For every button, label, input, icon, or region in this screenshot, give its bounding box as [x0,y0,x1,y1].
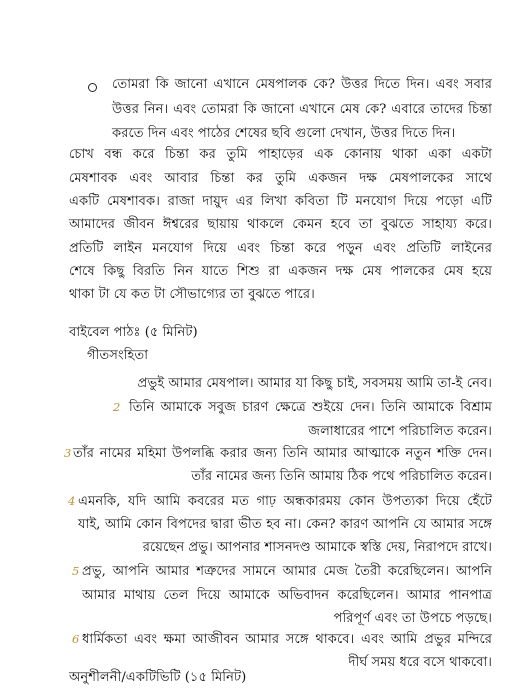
psalm-title: গীতসংহিতা [87,348,149,363]
verse-number: 5 [72,564,80,578]
verse-number: 2 [113,400,121,414]
bullet-marker [88,83,97,92]
bible-reading-heading: বাইবেল পাঠঃ (৫ মিনিট) [69,325,198,340]
paragraph-line: চোখ বন্ধ করে চিন্তা কর তুমি পাহাড়ের এক কোনায় থাকা একা একটা [69,147,492,162]
instruction-line: তোমরা কি জানো এখানে মেষপালক কে? উত্তর দিতে দিন। এবং সবার [112,77,492,92]
verse-line: প্রভুই আমার মেষপাল। আমার যা কিছু চাই, সবসময় আমি তা-ই নেব। [137,376,492,391]
verse-number: 3 [64,446,72,460]
verse-line: তাঁর নামের জন্য তিনি আমায় ঠিক পথে পরিচালিত করেন। [191,469,492,484]
paragraph-line: শেষে কিছু বিরতি নিন যাতে শিশু রা একজন দক্ষ মেষ পালকের মেষ হয়ে [69,264,492,279]
verse-line: দীর্ঘ সময় ধরে বসে থাকবো। [348,655,492,670]
paragraph-line: থাকা টা যে কত টা সৌভাগ্যের তা বুঝতে পারে। [69,287,315,302]
verse-line: আমার মাথায় তেল দিয়ে আমাকে অভিবাদন করেছিলেন। আমার পানপাত্র [82,588,492,603]
verse-line: যাই, আমি কোন বিপদের দ্বারা ভীত হব না। কেন? কারণ আপনি যে আমার সঙ্গে [78,517,492,532]
verse-line: জলাধারের পাশে পরিচালিত করেন। [308,424,492,439]
verse-number: 6 [72,632,80,646]
verse-line: তাঁর নামের মহিমা উপলব্ধি করার জন্য তিনি আমার আত্মাকে নতুন শক্তি দেন। [73,446,492,461]
verse-number: 4 [68,494,76,508]
verse-line: প্রভু, আপনি আমার শত্রুদের সামনে আমার মেজ তৈরী করেছিলেন। আপনি [82,564,492,579]
verse-line: এমনকি, যদি আমি কবরের মত গাঢ় অন্ধকারময় কোন উপত্যকা দিয়ে হেঁটে [78,494,492,509]
instruction-line: উত্তর নিন। এবং তোমরা কি জানো এখানে মেষ কে? এবারে তাদের চিন্তা [112,102,492,117]
verse-line: তিনি আমাকে সবুজ চারণ ক্ষেত্রে শুইয়ে দেন। তিনি আমাকে বিশ্রাম [129,400,492,415]
activity-heading: অনুশীলনী/একটিভিটি (১৫ মিনিট) [69,670,247,685]
paragraph-line: প্রতিটি লাইন মনযোগ দিয়ে এবং চিন্তা করে পড়ুন এবং প্রতিটি লাইনের [69,241,492,256]
paragraph-line: মেষশাবক এবং আবার চিন্তা কর তুমি একজন দক্ষ মেষপালকের সাথে [69,171,492,186]
verse-line: রয়েছেন প্রভু। আপনার শাসনদণ্ড আমাকে স্বস্তি দেয়, নিরাপদে রাখে। [142,540,492,555]
verse-line: পরিপূর্ণ এবং তা উপচে পড়ছে। [333,611,492,626]
verse-line: ধার্মিকতা এবং ক্ষমা আজীবন আমার সঙ্গে থাকবে। এবং আমি প্রভুর মন্দিরে [82,632,492,647]
instruction-line: করতে দিন এবং পাঠের শেষের ছবি গুলো দেখান, উত্তর দিতে দিন। [112,126,456,141]
paragraph-line: একটি মেষশাবক। রাজা দায়ুদ এর লিখা কবিতা টি মনযোগ দিয়ে পড়ো এটি [69,194,492,209]
paragraph-line: আমাদের জীবন ঈশ্বরের ছায়ায় থাকলে কেমন হবে তা বুঝতে সাহায্য করে। [69,217,492,232]
